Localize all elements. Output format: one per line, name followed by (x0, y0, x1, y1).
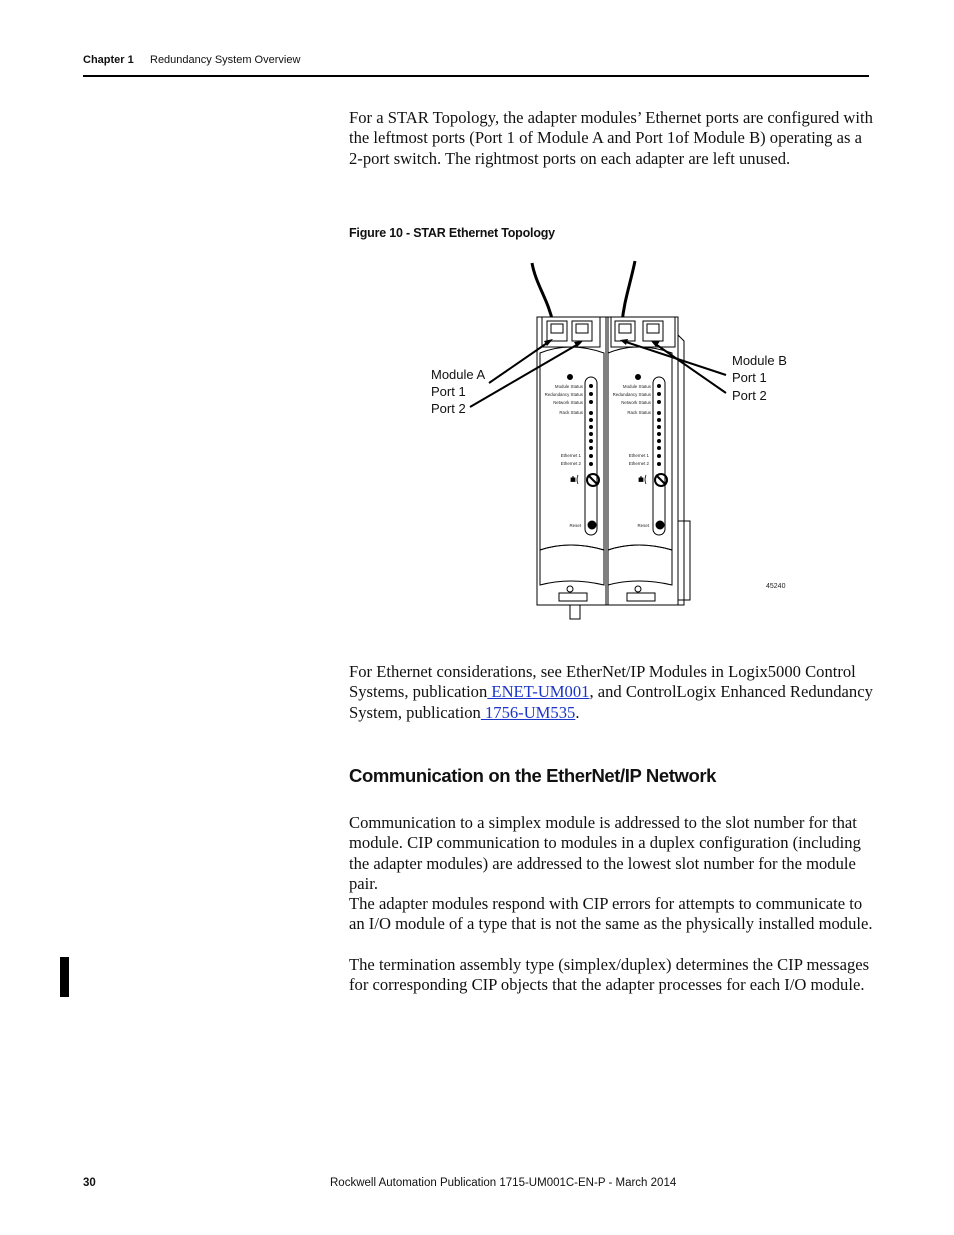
page-header (83, 54, 301, 66)
module-a-network-status: Network Status (553, 400, 583, 405)
section-heading: Communication on the EtherNet/IP Network (349, 765, 717, 786)
intro-paragraph: For a STAR Topology, the adapter modules’ Ethernet ports are configured with the leftmost ports (Port 1 of Module A and Port 1of Module B) operating as a 2-port switch. The rightmost ports on each adapter are left unused. (349, 108, 873, 168)
ethernet-considerations (349, 662, 874, 723)
module-a-port1-label: Port 1 (431, 384, 466, 399)
star-topology-figure (420, 255, 840, 630)
change-bar (60, 957, 69, 997)
figure-id: 45240 (766, 583, 786, 590)
considerations-text-3: . (575, 702, 580, 722)
paragraph-termination: The termination assembly type (simplex/duplex) determines the CIP messages for corresponding CIP objects that the adapter processes for each I/O module. (349, 955, 870, 995)
module-b-ethernet2: Ethernet 2 (628, 461, 649, 466)
figure-caption: Figure 10 - STAR Ethernet Topology (349, 226, 555, 240)
chassis (537, 317, 690, 619)
module-a-module-status: Module Status (554, 384, 583, 389)
module-b-module-status: Module Status (622, 384, 651, 389)
module-a-ethernet1: Ethernet 1 (560, 453, 581, 458)
module-b-network-status: Network Status (621, 400, 651, 405)
paragraph-cip-errors: The adapter modules respond with CIP errors for attempts to communicate to an I/O module of a type that is not the same as the physically installed module. (349, 894, 873, 934)
module-a-redundancy-status: Redundancy Status (544, 392, 583, 397)
paragraph-simplex: Communication to a simplex module is addressed to the slot number for that module. CIP communication to modules in a duplex configuration (including the adapter modules) are addressed to the lowest slot number for the module pair. (349, 813, 861, 893)
header-rule (83, 75, 869, 77)
chapter-label: Chapter 1 (83, 54, 134, 66)
module-a-reset: Reset (569, 523, 581, 528)
publication-footer: Rockwell Automation Publication 1715-UM001C-EN-P - March 2014 (330, 1177, 677, 1189)
section-title: Redundancy System Overview (150, 54, 301, 66)
module-b-redundancy-status: Redundancy Status (612, 392, 651, 397)
module-b-port1-label: Port 1 (732, 370, 767, 385)
module-a-label: Module A (431, 367, 486, 382)
module-a-rack-status: Rack Status (559, 410, 583, 415)
cable-module-a (532, 263, 553, 323)
module-b-rack-status: Rack Status (627, 410, 651, 415)
module-a-ethernet2: Ethernet 2 (560, 461, 581, 466)
module-b-port2-label: Port 2 (732, 388, 767, 403)
enet-um001-link[interactable]: ENET-UM001 (487, 682, 590, 702)
considerations-text-2: , and ControlLogix Enhanced Redundancy System, publication (349, 682, 873, 722)
module-b-reset: Reset (637, 523, 649, 528)
module-a-port2-label: Port 2 (431, 401, 466, 416)
considerations-text-1: For Ethernet considerations, see EtherNet/IP Modules in Logix5000 Control Systems, publication (349, 662, 856, 702)
page-number: 30 (83, 1177, 96, 1189)
module-b-label: Module B (732, 353, 787, 368)
module-b-ethernet1: Ethernet 1 (628, 453, 649, 458)
cable-module-b (622, 261, 635, 323)
um535-link[interactable]: 1756-UM535 (480, 702, 576, 722)
